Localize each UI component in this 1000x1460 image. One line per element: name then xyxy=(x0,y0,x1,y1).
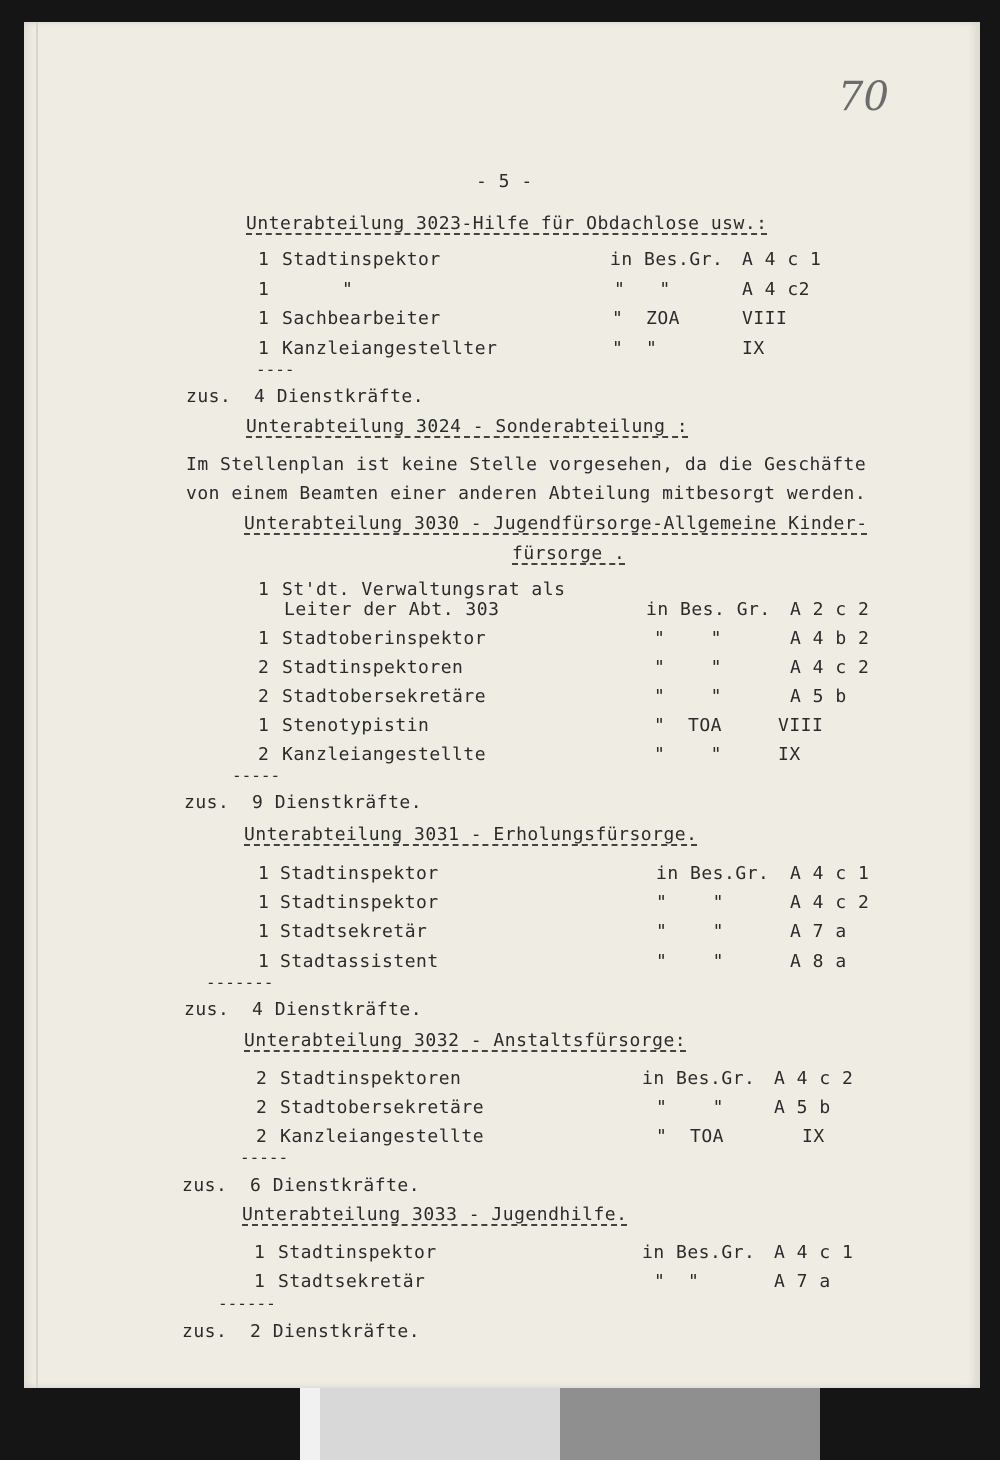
row-count: 1 xyxy=(258,579,270,600)
row-title: Stadtinspektor xyxy=(278,1242,437,1263)
row-group: " " xyxy=(654,686,723,707)
row-group: " " xyxy=(656,951,725,972)
row-grade: A 4 c2 xyxy=(742,279,811,300)
row-grade: IX xyxy=(802,1126,825,1147)
row-grade: A 7 a xyxy=(790,921,847,942)
row-grade: A 4 c 2 xyxy=(774,1068,854,1089)
row-title: Stadtinspektor xyxy=(280,892,439,913)
section-total: zus. 9 Dienstkräfte. xyxy=(184,792,423,813)
row-count: 2 xyxy=(256,1068,268,1089)
row-group: in Bes.Gr. xyxy=(610,249,724,270)
row-count: 1 xyxy=(258,892,270,913)
row-count: 1 xyxy=(258,338,270,359)
calibration-strip-light xyxy=(320,1388,560,1460)
row-group: " " xyxy=(612,338,658,359)
row-title: Stadtinspektoren xyxy=(282,657,464,678)
row-grade: IX xyxy=(778,744,801,765)
subtotal-dash: ------ xyxy=(218,1294,276,1313)
row-group: " " xyxy=(654,657,723,678)
row-title: Kanzleiangestellter xyxy=(282,338,498,359)
body-paragraph-line: Im Stellenplan ist keine Stelle vorgesehen, da die Geschäfte xyxy=(186,454,867,475)
section-heading-3024: Unterabteilung 3024 - Sonderabteilung : xyxy=(246,416,689,437)
row-grade: A 8 a xyxy=(790,951,847,972)
row-count: 1 xyxy=(258,628,270,649)
body-paragraph-line: von einem Beamten einer anderen Abteilung mitbesorgt werden. xyxy=(186,483,867,504)
subtotal-dash: ----- xyxy=(232,766,281,785)
section-heading-3030-cont: fürsorge . xyxy=(512,543,626,564)
row-grade: A 5 b xyxy=(774,1097,831,1118)
row-title: Stadtobersekretäre xyxy=(282,686,487,707)
row-grade: VIII xyxy=(742,308,788,329)
subtotal-dash: ------- xyxy=(206,973,274,992)
row-title: St'dt. Verwaltungsrat als xyxy=(282,579,566,600)
row-group: in Bes.Gr. xyxy=(656,863,770,884)
row-group: " TOA xyxy=(654,715,723,736)
row-title: " xyxy=(342,279,354,300)
row-title: Stadtoberinspektor xyxy=(282,628,487,649)
row-count: 1 xyxy=(258,921,270,942)
row-title: Stenotypistin xyxy=(282,715,430,736)
calibration-strip-white xyxy=(300,1388,320,1460)
row-grade: A 7 a xyxy=(774,1271,831,1292)
row-grade: A 4 c 1 xyxy=(742,249,822,270)
row-group: " TOA xyxy=(656,1126,725,1147)
page-number: - 5 - xyxy=(476,171,533,192)
page-fold-line xyxy=(36,22,38,1388)
row-title: Stadtinspektoren xyxy=(280,1068,462,1089)
row-count: 1 xyxy=(258,249,270,270)
section-heading-3023: Unterabteilung 3023-Hilfe für Obdachlose usw.: xyxy=(246,213,768,234)
row-count: 2 xyxy=(256,1126,268,1147)
row-title: Stadtobersekretäre xyxy=(280,1097,485,1118)
row-group: in Bes.Gr. xyxy=(642,1068,756,1089)
row-title: Stadtsekretär xyxy=(280,921,428,942)
row-grade: A 2 c 2 xyxy=(790,599,870,620)
row-grade: A 5 b xyxy=(790,686,847,707)
section-heading-3031: Unterabteilung 3031 - Erholungsfürsorge. xyxy=(244,824,698,845)
row-title: Sachbearbeiter xyxy=(282,308,441,329)
row-count: 2 xyxy=(258,744,270,765)
row-group: " " xyxy=(656,921,725,942)
row-count: 1 xyxy=(258,279,270,300)
calibration-strip-gray xyxy=(560,1388,820,1460)
section-total: zus. 4 Dienstkräfte. xyxy=(184,999,423,1020)
subtotal-dash: ---- xyxy=(256,360,295,379)
section-total: zus. 4 Dienstkräfte. xyxy=(186,386,425,407)
row-grade: VIII xyxy=(778,715,824,736)
row-group: in Bes. Gr. xyxy=(646,599,771,620)
row-count: 1 xyxy=(258,951,270,972)
row-count: 2 xyxy=(258,686,270,707)
row-title: Kanzleiangestellte xyxy=(282,744,487,765)
row-group: " " xyxy=(656,892,725,913)
row-count: 1 xyxy=(258,863,270,884)
row-title: Stadtsekretär xyxy=(278,1271,426,1292)
subtotal-dash: ----- xyxy=(240,1148,289,1167)
row-count: 1 xyxy=(254,1271,266,1292)
row-title: Stadtassistent xyxy=(280,951,439,972)
row-group: " " xyxy=(654,628,723,649)
row-title: Kanzleiangestellte xyxy=(280,1126,485,1147)
row-grade: A 4 c 1 xyxy=(790,863,870,884)
row-grade: IX xyxy=(742,338,765,359)
row-title: Stadtinspektor xyxy=(282,249,441,270)
row-count: 1 xyxy=(258,715,270,736)
row-count: 2 xyxy=(256,1097,268,1118)
row-group: " " xyxy=(654,1271,700,1292)
row-title: Stadtinspektor xyxy=(280,863,439,884)
row-grade: A 4 c 1 xyxy=(774,1242,854,1263)
row-grade: A 4 b 2 xyxy=(790,628,870,649)
row-count: 2 xyxy=(258,657,270,678)
folio-number: 70 xyxy=(838,74,889,120)
row-title-cont: Leiter der Abt. 303 xyxy=(284,599,500,620)
row-group: " " xyxy=(614,279,671,300)
section-total: zus. 6 Dienstkräfte. xyxy=(182,1175,421,1196)
row-group: " ZOA xyxy=(612,308,681,329)
row-count: 1 xyxy=(258,308,270,329)
section-total: zus. 2 Dienstkräfte. xyxy=(182,1321,421,1342)
row-group: " " xyxy=(656,1097,725,1118)
section-heading-3032: Unterabteilung 3032 - Anstaltsfürsorge: xyxy=(244,1030,687,1051)
row-grade: A 4 c 2 xyxy=(790,892,870,913)
section-heading-3030: Unterabteilung 3030 - Jugendfürsorge-Allgemeine Kinder- xyxy=(244,513,868,534)
row-grade: A 4 c 2 xyxy=(790,657,870,678)
row-group: " " xyxy=(654,744,723,765)
row-group: in Bes.Gr. xyxy=(642,1242,756,1263)
section-heading-3033: Unterabteilung 3033 - Jugendhilfe. xyxy=(242,1204,628,1225)
row-count: 1 xyxy=(254,1242,266,1263)
